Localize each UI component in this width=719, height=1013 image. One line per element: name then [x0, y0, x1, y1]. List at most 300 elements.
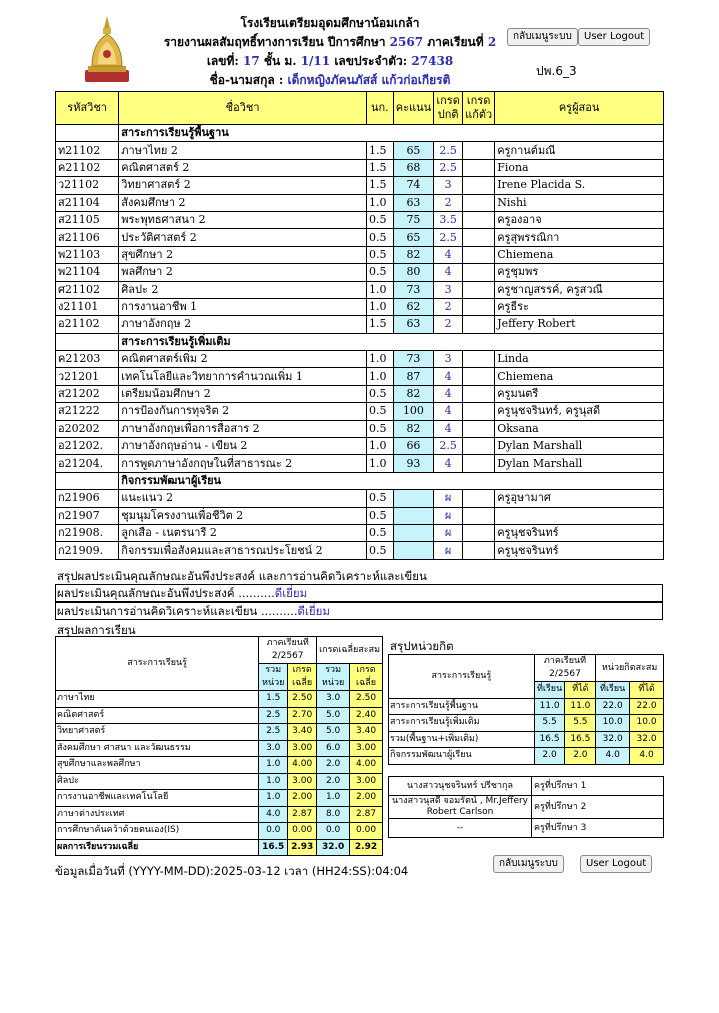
cum-gpa: 2.50	[350, 691, 383, 708]
subject-code: อ21202.	[56, 438, 119, 455]
subject-code: ว21201	[56, 368, 119, 385]
regrade-value	[463, 420, 495, 437]
term-units: 0.0	[259, 823, 288, 840]
grade-value: 4	[434, 420, 463, 437]
score-value: 82	[393, 246, 433, 263]
cum-units: 5.0	[317, 724, 350, 741]
table-row	[56, 229, 664, 246]
table-row	[56, 159, 664, 176]
subject-name: เทคโนโลยีและวิทยาการคำนวณเพิ่ม 1	[119, 368, 367, 385]
res-sub-gpa: เกรดเฉลี่ย	[350, 664, 383, 691]
subject-name: ภาษาอังกฤษอ่าน - เขียน 2	[119, 438, 367, 455]
term-study: 2.0	[534, 748, 565, 765]
cum-study: 10.0	[596, 715, 630, 732]
term-gpa: 3.00	[288, 773, 317, 790]
report-header	[0, 0, 719, 92]
table-row	[56, 507, 664, 524]
report-title: รายงานผลสัมฤทธิ์ทางการเรียน ปีการศึกษา 2567 ภาคเรียนที่ 2	[163, 35, 497, 49]
term-units: 3.0	[259, 740, 288, 757]
score-value	[393, 524, 433, 541]
score-value: 66	[393, 438, 433, 455]
teacher-name: Dylan Marshall	[495, 438, 664, 455]
subject-code: ส21105	[56, 211, 119, 228]
grade-value: 2.5	[434, 438, 463, 455]
teacher-name: ครูอุษามาศ	[495, 490, 664, 507]
area-name: ภาษาไทย	[56, 691, 259, 708]
credit-value: 0.5	[366, 385, 393, 402]
table-row	[56, 823, 383, 840]
term-gpa: 2.00	[288, 790, 317, 807]
subject-code: ค21102	[56, 159, 119, 176]
teacher-name: Jeffery Robert	[495, 316, 664, 333]
subject-code: ง21101	[56, 298, 119, 315]
grade-value: 2	[434, 194, 463, 211]
advisor-name: นางสาวนุสดี จอมรัตน์ , Mr.Jeffery Robert Carlson	[389, 796, 532, 819]
cum-gpa: 4.00	[350, 757, 383, 774]
cum-gpa: 3.00	[350, 773, 383, 790]
unit-sub-get: ที่ได้	[565, 682, 596, 699]
subject-code: อ20202	[56, 420, 119, 437]
term-gpa: 2.50	[288, 691, 317, 708]
credit-value: 1.0	[366, 194, 393, 211]
section-title: กิจกรรมพัฒนาผู้เรียน	[119, 472, 664, 489]
teacher-name: Oksana	[495, 420, 664, 437]
regrade-value	[463, 142, 495, 159]
cum-get: 32.0	[630, 731, 664, 748]
subject-name: ภาษาอังกฤษ 2	[119, 316, 367, 333]
credit-value: 0.5	[366, 490, 393, 507]
col-code: รหัสวิชา	[56, 92, 119, 125]
table-row	[56, 211, 664, 228]
score-value: 68	[393, 159, 433, 176]
grade-value: 2.5	[434, 159, 463, 176]
term-gpa: 2.93	[288, 839, 317, 856]
teacher-name: ครูนุชจรินทร์, ครูนุสดี	[495, 403, 664, 420]
table-row	[56, 177, 664, 194]
table-row	[56, 542, 664, 559]
credit-value: 1.0	[366, 298, 393, 315]
cum-get: 22.0	[630, 698, 664, 715]
advisor-row	[389, 796, 664, 819]
table-row	[56, 368, 664, 385]
advisors-body	[389, 777, 664, 838]
desired-traits-result: ผลประเมินคุณลักษณะอันพึงประสงค์ ..........ดีเยี่ยม	[55, 584, 663, 602]
regrade-value	[463, 507, 495, 524]
teacher-name: ครูธีระ	[495, 298, 664, 315]
grade-value: 4	[434, 403, 463, 420]
cum-study: 4.0	[596, 748, 630, 765]
advisor-name: --	[389, 819, 532, 838]
regrade-value	[463, 316, 495, 333]
reading-analysis-result: ผลประเมินการอ่านคิดวิเคราะห์และเขียน ..........ดีเยี่ยม	[55, 602, 663, 620]
unit-sub-study: ที่เรียน	[534, 682, 565, 699]
subject-code: ส21104	[56, 194, 119, 211]
cum-gpa: 2.92	[350, 839, 383, 856]
teacher-name: Nishi	[495, 194, 664, 211]
term-get: 16.5	[565, 731, 596, 748]
area-name: สาระการเรียนรู้พื้นฐาน	[389, 698, 535, 715]
teacher-name	[495, 507, 664, 524]
term-study: 11.0	[534, 698, 565, 715]
table-row	[56, 438, 664, 455]
score-value	[393, 507, 433, 524]
table-row	[56, 773, 383, 790]
score-value: 82	[393, 385, 433, 402]
subject-name: ศิลปะ 2	[119, 281, 367, 298]
teacher-name: ครูชาญสรรค์, ครูสวณี	[495, 281, 664, 298]
subject-code: พ21103	[56, 246, 119, 263]
cum-gpa: 3.40	[350, 724, 383, 741]
grade-value: 4	[434, 246, 463, 263]
table-row	[56, 740, 383, 757]
cum-gpa: 0.00	[350, 823, 383, 840]
unit-sub-get: ที่ได้	[630, 682, 664, 699]
res-col-area: สาระการเรียนรู้	[56, 637, 259, 691]
col-score: คะแนน	[393, 92, 433, 125]
grade-value: 2.5	[434, 142, 463, 159]
credit-value: 1.0	[366, 281, 393, 298]
subject-code: พ21104	[56, 264, 119, 281]
cum-units: 8.0	[317, 806, 350, 823]
regrade-value	[463, 246, 495, 263]
table-row	[389, 731, 664, 748]
grade-value: 4	[434, 368, 463, 385]
teacher-name: Irene Placida S.	[495, 177, 664, 194]
grade-value: ผ	[434, 524, 463, 541]
teacher-name: Dylan Marshall	[495, 455, 664, 472]
table-row	[56, 524, 664, 541]
score-value	[393, 542, 433, 559]
subject-name: กิจกรรมเพื่อสังคมและสาธารณประโยชน์ 2	[119, 542, 367, 559]
table-row	[56, 298, 664, 315]
term-units: 4.0	[259, 806, 288, 823]
table-row	[56, 246, 664, 263]
subject-code: อ21204.	[56, 455, 119, 472]
subject-code: ส21222	[56, 403, 119, 420]
grades-table-body	[56, 125, 664, 560]
area-name: ศิลปะ	[56, 773, 259, 790]
table-row	[56, 194, 664, 211]
grade-value: 4	[434, 264, 463, 281]
term-study: 16.5	[534, 731, 565, 748]
score-value: 63	[393, 316, 433, 333]
subject-code: ส21106	[56, 229, 119, 246]
area-name: วิทยาศาสตร์	[56, 724, 259, 741]
subject-code: ก21908.	[56, 524, 119, 541]
grades-table	[55, 91, 664, 560]
school-name: โรงเรียนเตรียมอุดมศึกษาน้อมเกล้า	[240, 16, 420, 30]
table-row	[389, 698, 664, 715]
area-name: รวม(พื้นฐาน+เพิ่มเติม)	[389, 731, 535, 748]
teacher-name: ครูสุพรรณิกา	[495, 229, 664, 246]
area-name: สังคมศึกษา ศาสนา และวัฒนธรรม	[56, 740, 259, 757]
grade-value: ผ	[434, 542, 463, 559]
subject-name: ชุมนุมโครงงานเพื่อชีวิต 2	[119, 507, 367, 524]
regrade-value	[463, 438, 495, 455]
term-get: 2.0	[565, 748, 596, 765]
subject-name: พระพุทธศาสนา 2	[119, 211, 367, 228]
credit-value: 1.5	[366, 177, 393, 194]
table-row	[56, 724, 383, 741]
col-grade: เกรด ปกติ	[434, 92, 463, 125]
section-spacer	[56, 472, 119, 489]
term-get: 5.5	[565, 715, 596, 732]
cum-gpa: 3.00	[350, 740, 383, 757]
teacher-name: ครูองอาจ	[495, 211, 664, 228]
term-units: 2.5	[259, 707, 288, 724]
score-value: 65	[393, 229, 433, 246]
section-title: สาระการเรียนรู้เพิ่มเติม	[119, 333, 664, 350]
credit-value: 1.0	[366, 438, 393, 455]
table-row	[56, 385, 664, 402]
area-name: กิจกรรมพัฒนาผู้เรียน	[389, 748, 535, 765]
cum-units: 2.0	[317, 773, 350, 790]
results-title: สรุปผลการเรียน	[57, 623, 136, 637]
score-value: 73	[393, 351, 433, 368]
regrade-value	[463, 351, 495, 368]
subject-name: การพูดภาษาอังกฤษในที่สาธารณะ 2	[119, 455, 367, 472]
grade-value: 2	[434, 316, 463, 333]
score-value: 65	[393, 142, 433, 159]
term-units: 1.0	[259, 790, 288, 807]
subject-name: วิทยาศาสตร์ 2	[119, 177, 367, 194]
table-row	[56, 757, 383, 774]
table-row	[56, 403, 664, 420]
subject-name: เตรียมน้อมศึกษา 2	[119, 385, 367, 402]
regrade-value	[463, 177, 495, 194]
regrade-value	[463, 281, 495, 298]
term-units: 1.5	[259, 691, 288, 708]
score-value: 100	[393, 403, 433, 420]
credit-value: 0.5	[366, 264, 393, 281]
table-row	[56, 707, 383, 724]
cum-get: 4.0	[630, 748, 664, 765]
teacher-name: ครูชุมพร	[495, 264, 664, 281]
advisors-table	[388, 776, 664, 838]
section-spacer	[56, 125, 119, 142]
col-teacher: ครูผู้สอน	[495, 92, 664, 125]
table-row	[389, 748, 664, 765]
section-row	[56, 472, 664, 489]
subject-name: การป้องกันการทุจริต 2	[119, 403, 367, 420]
score-value	[393, 490, 433, 507]
regrade-value	[463, 229, 495, 246]
advisor-name: นางสาวนุชจรินทร์ ปรีชากุล	[389, 777, 532, 796]
form-code: ปพ.6_3	[536, 64, 577, 78]
subject-name: คณิตศาสตร์เพิ่ม 2	[119, 351, 367, 368]
col-subject: ชื่อวิชา	[119, 92, 367, 125]
regrade-value	[463, 490, 495, 507]
term-gpa: 3.40	[288, 724, 317, 741]
area-name: ผลการเรียนรวมเฉลี่ย	[56, 839, 259, 856]
subject-name: ภาษาไทย 2	[119, 142, 367, 159]
grade-value: 3	[434, 177, 463, 194]
grade-value: 2.5	[434, 229, 463, 246]
cum-units: 32.0	[317, 839, 350, 856]
subject-code: ว21102	[56, 177, 119, 194]
res-sub-gpa: เกรดเฉลี่ย	[288, 664, 317, 691]
credit-value: 1.0	[366, 455, 393, 472]
advisor-role: ครูที่ปรึกษา 1	[532, 777, 664, 796]
cum-gpa: 2.40	[350, 707, 383, 724]
term-units: 16.5	[259, 839, 288, 856]
subject-code: อ21102	[56, 316, 119, 333]
credit-value: 1.5	[366, 159, 393, 176]
subject-name: คณิตศาสตร์ 2	[119, 159, 367, 176]
subject-code: ก21909.	[56, 542, 119, 559]
area-name: คณิตศาสตร์	[56, 707, 259, 724]
col-regrade: เกรด แก้ตัว	[463, 92, 495, 125]
area-name: สุขศึกษาและพลศึกษา	[56, 757, 259, 774]
term-study: 5.5	[534, 715, 565, 732]
results-summary-table	[55, 636, 383, 856]
score-value: 80	[393, 264, 433, 281]
unit-col-area: สาระการเรียนรู้	[389, 655, 535, 699]
score-value: 74	[393, 177, 433, 194]
term-units: 2.5	[259, 724, 288, 741]
score-value: 62	[393, 298, 433, 315]
cum-study: 32.0	[596, 731, 630, 748]
credits-summary-table	[388, 654, 664, 765]
section-row	[56, 125, 664, 142]
grade-value: ผ	[434, 490, 463, 507]
regrade-value	[463, 455, 495, 472]
grade-value: 4	[434, 385, 463, 402]
credits-summary-body	[389, 698, 664, 764]
grade-value: 2	[434, 298, 463, 315]
term-units: 1.0	[259, 757, 288, 774]
score-value: 63	[393, 194, 433, 211]
subject-name: สุขศึกษา 2	[119, 246, 367, 263]
score-value: 75	[393, 211, 433, 228]
cum-gpa: 2.87	[350, 806, 383, 823]
subject-code: ท21102	[56, 142, 119, 159]
term-gpa: 4.00	[288, 757, 317, 774]
regrade-value	[463, 159, 495, 176]
score-value: 93	[393, 455, 433, 472]
table-row	[56, 420, 664, 437]
regrade-value	[463, 403, 495, 420]
regrade-value	[463, 194, 495, 211]
teacher-name: Linda	[495, 351, 664, 368]
data-timestamp: ข้อมูลเมื่อวันที่ (YYYY-MM-DD):2025-03-12 เวลา (HH24:SS):04:04	[55, 864, 409, 878]
table-row	[56, 264, 664, 281]
teacher-name: ครูนุชจรินทร์	[495, 524, 664, 541]
user-logout-button[interactable]: User Logout	[580, 855, 652, 873]
results-total-row	[56, 839, 383, 856]
credit-value: 0.5	[366, 211, 393, 228]
advisor-row	[389, 777, 664, 796]
credit-value: 0.5	[366, 403, 393, 420]
subject-code: ศ21102	[56, 281, 119, 298]
advisor-role: ครูที่ปรึกษา 2	[532, 796, 664, 819]
regrade-value	[463, 298, 495, 315]
section-row	[56, 333, 664, 350]
subject-name: ลูกเสือ - เนตรนารี 2	[119, 524, 367, 541]
teacher-name: ครูนุชจรินทร์	[495, 542, 664, 559]
regrade-value	[463, 211, 495, 228]
term-units: 1.0	[259, 773, 288, 790]
area-name: การงานอาชีพและเทคโนโลยี	[56, 790, 259, 807]
res-sub-units: รวมหน่วย	[259, 664, 288, 691]
score-value: 87	[393, 368, 433, 385]
cum-units: 2.0	[317, 757, 350, 774]
res-col-cum: เกรดเฉลี่ยสะสม	[317, 637, 383, 664]
subject-name: แนะแนว 2	[119, 490, 367, 507]
teacher-name: ครูกานต์มณี	[495, 142, 664, 159]
results-summary-body	[56, 691, 383, 856]
grade-value: 3.5	[434, 211, 463, 228]
credit-value: 1.5	[366, 142, 393, 159]
res-sub-units: รวมหน่วย	[317, 664, 350, 691]
back-to-menu-button[interactable]: กลับเมนูระบบ	[507, 28, 578, 46]
subject-name: การงานอาชีพ 1	[119, 298, 367, 315]
user-logout-button[interactable]: User Logout	[578, 28, 650, 46]
subject-name: สังคมศึกษา 2	[119, 194, 367, 211]
table-row	[56, 142, 664, 159]
cum-units: 0.0	[317, 823, 350, 840]
cum-units: 5.0	[317, 707, 350, 724]
evaluation-heading: สรุปผลประเมินคุณลักษณะอันพึงประสงค์ และการอ่านคิดวิเคราะห์และเขียน	[57, 569, 427, 583]
unit-col-term: ภาคเรียนที่ 2/2567	[534, 655, 596, 682]
teacher-name: Fiona	[495, 159, 664, 176]
student-name-line: ชื่อ-นามสกุล : เด็กหญิงภัคนภัสส์ แก้วก่อเกียรติ	[209, 73, 451, 87]
credit-value: 0.5	[366, 542, 393, 559]
regrade-value	[463, 264, 495, 281]
subject-code: ก21907	[56, 507, 119, 524]
units-title: สรุปหน่วยกิต	[390, 639, 454, 653]
credit-value: 0.5	[366, 246, 393, 263]
cum-gpa: 2.00	[350, 790, 383, 807]
cum-units: 1.0	[317, 790, 350, 807]
advisor-row	[389, 819, 664, 838]
cum-units: 6.0	[317, 740, 350, 757]
regrade-value	[463, 368, 495, 385]
term-gpa: 2.70	[288, 707, 317, 724]
advisor-role: ครูที่ปรึกษา 3	[532, 819, 664, 838]
regrade-value	[463, 385, 495, 402]
back-to-menu-button[interactable]: กลับเมนูระบบ	[493, 855, 564, 873]
table-row	[56, 455, 664, 472]
teacher-name: Chiemena	[495, 368, 664, 385]
cum-study: 22.0	[596, 698, 630, 715]
table-row	[56, 691, 383, 708]
credit-value: 1.0	[366, 368, 393, 385]
area-name: การศึกษาค้นคว้าด้วยตนเอง(IS)	[56, 823, 259, 840]
table-row	[56, 790, 383, 807]
area-name: สาระการเรียนรู้เพิ่มเติม	[389, 715, 535, 732]
teacher-name: ครูมนตรี	[495, 385, 664, 402]
term-get: 11.0	[565, 698, 596, 715]
unit-col-cum: หน่วยกิตสะสม	[596, 655, 664, 682]
section-title: สาระการเรียนรู้พื้นฐาน	[119, 125, 664, 142]
term-gpa: 3.00	[288, 740, 317, 757]
table-row	[56, 281, 664, 298]
cum-units: 3.0	[317, 691, 350, 708]
section-spacer	[56, 333, 119, 350]
table-row	[56, 316, 664, 333]
term-gpa: 2.87	[288, 806, 317, 823]
subject-name: ประวัติศาสตร์ 2	[119, 229, 367, 246]
credit-value: 0.5	[366, 229, 393, 246]
grade-value: 4	[434, 455, 463, 472]
school-emblem-icon	[82, 14, 132, 86]
score-value: 73	[393, 281, 433, 298]
grade-value: 3	[434, 281, 463, 298]
subject-name: ภาษาอังกฤษเพื่อการสื่อสาร 2	[119, 420, 367, 437]
grade-value: ผ	[434, 507, 463, 524]
subject-code: ก21906	[56, 490, 119, 507]
